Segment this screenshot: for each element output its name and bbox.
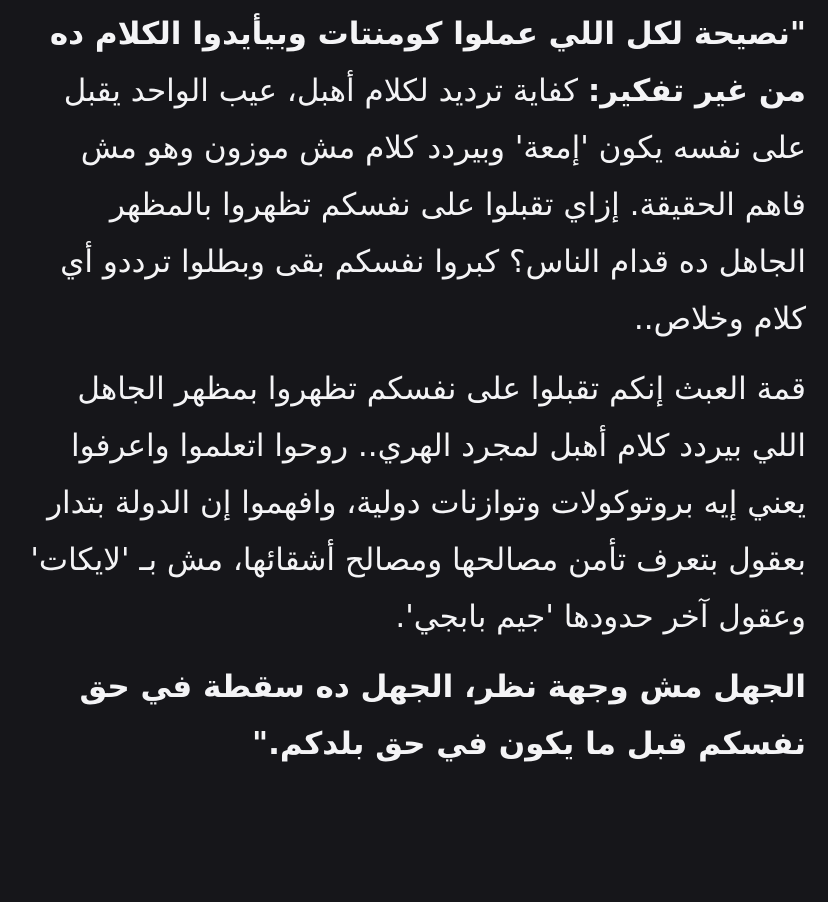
paragraph-advice [22, 6, 806, 348]
paragraph-conclusion: الجهل مش وجهة نظر، الجهل ده سقطة في حق نفسكم قبل ما يكون في حق بلدكم." [79, 669, 806, 762]
paragraph-advice-lead: "نصيحة لكل اللي عملوا كومنتات وبيأيدوا الكلام ده من غير تفكير: [49, 16, 806, 109]
post-body [0, 6, 828, 773]
paragraph-absurdity: قمة العبث إنكم تقبلوا على نفسكم تظهروا بمظهر الجاهل اللي بيردد كلام أهبل لمجرد الهري.. روحوا اتعلموا واعرفوا يعني إيه بروتوكولات وتوازنات دولية، وافهموا إن الدولة بتدار بعقول بتعرف تأمن مصالحها ومصالح أشقائها، مش بـ 'لايكات' وعقول آخر حدودها 'جيم بابجي'. [30, 371, 806, 635]
paragraph-advice-body: كفاية ترديد لكلام أهبل، عيب الواحد يقبل على نفسه يكون 'إمعة' وبيردد كلام مش موزون وهو مش فاهم الحقيقة. إزاي تقبلوا على نفسكم تظهروا بالمظهر الجاهل ده قدام الناس؟ كبروا نفسكم بقى وبطلوا ترددو أي كلام وخلاص.. [60, 73, 806, 337]
